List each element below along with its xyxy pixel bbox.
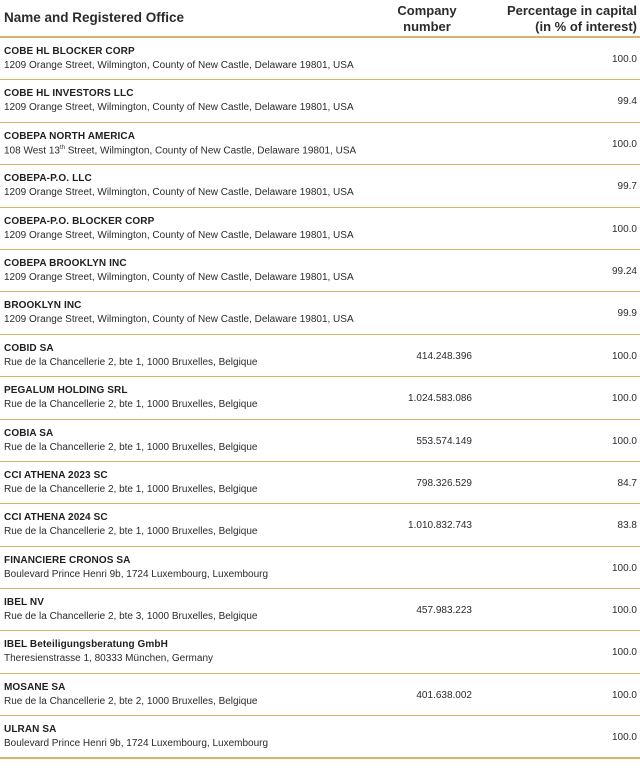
company-address: Rue de la Chancellerie 2, bte 2, 1000 Bruxelles, Belgique <box>4 695 258 707</box>
company-number: 1.010.832.743 <box>408 520 472 532</box>
company-percentage: 99.7 <box>617 181 637 193</box>
table-row <box>0 377 640 419</box>
company-address: Rue de la Chancellerie 2, bte 1, 1000 Bruxelles, Belgique <box>4 441 258 453</box>
table-row <box>0 504 640 546</box>
address-part: 108 West 13 <box>4 145 60 157</box>
company-percentage: 83.8 <box>617 520 637 532</box>
header-pct-line1: Percentage in capital <box>506 3 637 18</box>
company-percentage: 99.24 <box>611 265 637 277</box>
company-percentage: 99.4 <box>617 96 637 108</box>
company-address: Rue de la Chancellerie 2, bte 1, 1000 Bruxelles, Belgique <box>4 526 258 538</box>
company-percentage: 99.9 <box>617 308 637 320</box>
company-percentage: 100.0 <box>611 393 637 405</box>
company-address: 1209 Orange Street, Wilmington, County of New Castle, Delaware 19801, USA <box>4 102 354 114</box>
company-name: COBEPA BROOKLYN INC <box>4 257 127 269</box>
company-name: COBEPA-P.O. BLOCKER CORP <box>4 215 155 227</box>
table-row <box>0 716 640 758</box>
header-number-col <box>382 3 472 35</box>
table-row <box>0 631 640 673</box>
company-number: 798.326.529 <box>416 477 472 489</box>
company-address: 1209 Orange Street, Wilmington, County of New Castle, Delaware 19801, USA <box>4 229 354 241</box>
table-row <box>0 38 640 80</box>
address-superscript: th <box>59 144 65 151</box>
company-percentage: 100.0 <box>611 562 637 574</box>
address-part: Street, Wilmington, County of New Castle, Delaware 19801, USA <box>64 145 357 157</box>
company-address: Boulevard Prince Henri 9b, 1724 Luxembourg, Luxembourg <box>4 738 269 750</box>
company-percentage: 100.0 <box>611 435 637 447</box>
company-name: COBEPA NORTH AMERICA <box>4 130 136 142</box>
company-number: 553.574.149 <box>416 435 472 447</box>
company-number: 457.983.223 <box>416 605 472 617</box>
company-address: Rue de la Chancellerie 2, bte 1, 1000 Bruxelles, Belgique <box>4 483 258 495</box>
header-pct-line2: (in % of interest) <box>535 19 637 34</box>
company-name: BROOKLYN INC <box>4 300 82 312</box>
company-name: COBE HL INVESTORS LLC <box>4 88 134 100</box>
company-percentage: 100.0 <box>611 350 637 362</box>
company-address: 1209 Orange Street, Wilmington, County of New Castle, Delaware 19801, USA <box>4 314 354 326</box>
company-address: 1209 Orange Street, Wilmington, County of New Castle, Delaware 19801, USA <box>4 187 354 199</box>
company-number: 1.024.583.086 <box>408 393 472 405</box>
table-row <box>0 80 640 122</box>
header-name-col: Name and Registered Office <box>4 10 185 25</box>
company-name: COBEPA-P.O. LLC <box>4 173 92 185</box>
company-name: CCI ATHENA 2024 SC <box>4 512 108 524</box>
company-percentage: 100.0 <box>611 605 637 617</box>
table-row <box>0 250 640 292</box>
company-name: MOSANE SA <box>4 681 66 693</box>
table-row <box>0 123 640 165</box>
table-row <box>0 547 640 589</box>
company-address: Boulevard Prince Henri 9b, 1724 Luxembourg, Luxembourg <box>4 568 269 580</box>
company-address: Rue de la Chancellerie 2, bte 1, 1000 Bruxelles, Belgique <box>4 399 258 411</box>
company-address: 1209 Orange Street, Wilmington, County of New Castle, Delaware 19801, USA <box>4 60 354 71</box>
company-name: IBEL NV <box>4 597 44 609</box>
header-pct-col <box>507 3 637 35</box>
company-percentage: 84.7 <box>617 477 637 489</box>
table-row <box>0 292 640 334</box>
company-percentage: 100.0 <box>611 54 637 65</box>
company-address <box>4 145 356 156</box>
table-row <box>0 420 640 462</box>
company-name: PEGALUM HOLDING SRL <box>4 385 128 397</box>
table-row <box>0 208 640 250</box>
table-row <box>0 335 640 377</box>
company-name: COBE HL BLOCKER CORP <box>4 46 135 57</box>
table-row <box>0 462 640 504</box>
company-percentage: 100.0 <box>611 647 637 659</box>
company-address: Rue de la Chancellerie 2, bte 3, 1000 Bruxelles, Belgique <box>4 611 258 623</box>
company-percentage: 100.0 <box>611 689 637 701</box>
table-row <box>0 674 640 716</box>
company-number: 401.638.002 <box>416 689 472 701</box>
company-name: IBEL Beteiligungsberatung GmbH <box>4 639 168 651</box>
header-number-line1: Company <box>397 3 457 18</box>
table-row <box>0 165 640 207</box>
company-address: Rue de la Chancellerie 2, bte 1, 1000 Bruxelles, Belgique <box>4 356 258 368</box>
header-number-line2: number <box>403 19 451 34</box>
company-percentage: 100.0 <box>611 223 637 235</box>
company-number: 414.248.396 <box>416 350 472 362</box>
company-address: Theresienstrasse 1, 80333 München, Germany <box>4 653 213 665</box>
company-percentage: 100.0 <box>611 138 637 150</box>
company-percentage: 100.0 <box>611 732 637 744</box>
company-name: ULRAN SA <box>4 724 57 736</box>
table-header <box>0 0 640 38</box>
company-address: 1209 Orange Street, Wilmington, County of New Castle, Delaware 19801, USA <box>4 271 354 283</box>
company-name: COBID SA <box>4 342 54 354</box>
table-row <box>0 589 640 631</box>
company-name: CCI ATHENA 2023 SC <box>4 469 108 481</box>
company-name: COBIA SA <box>4 427 54 439</box>
company-name: FINANCIERE CRONOS SA <box>4 554 131 566</box>
